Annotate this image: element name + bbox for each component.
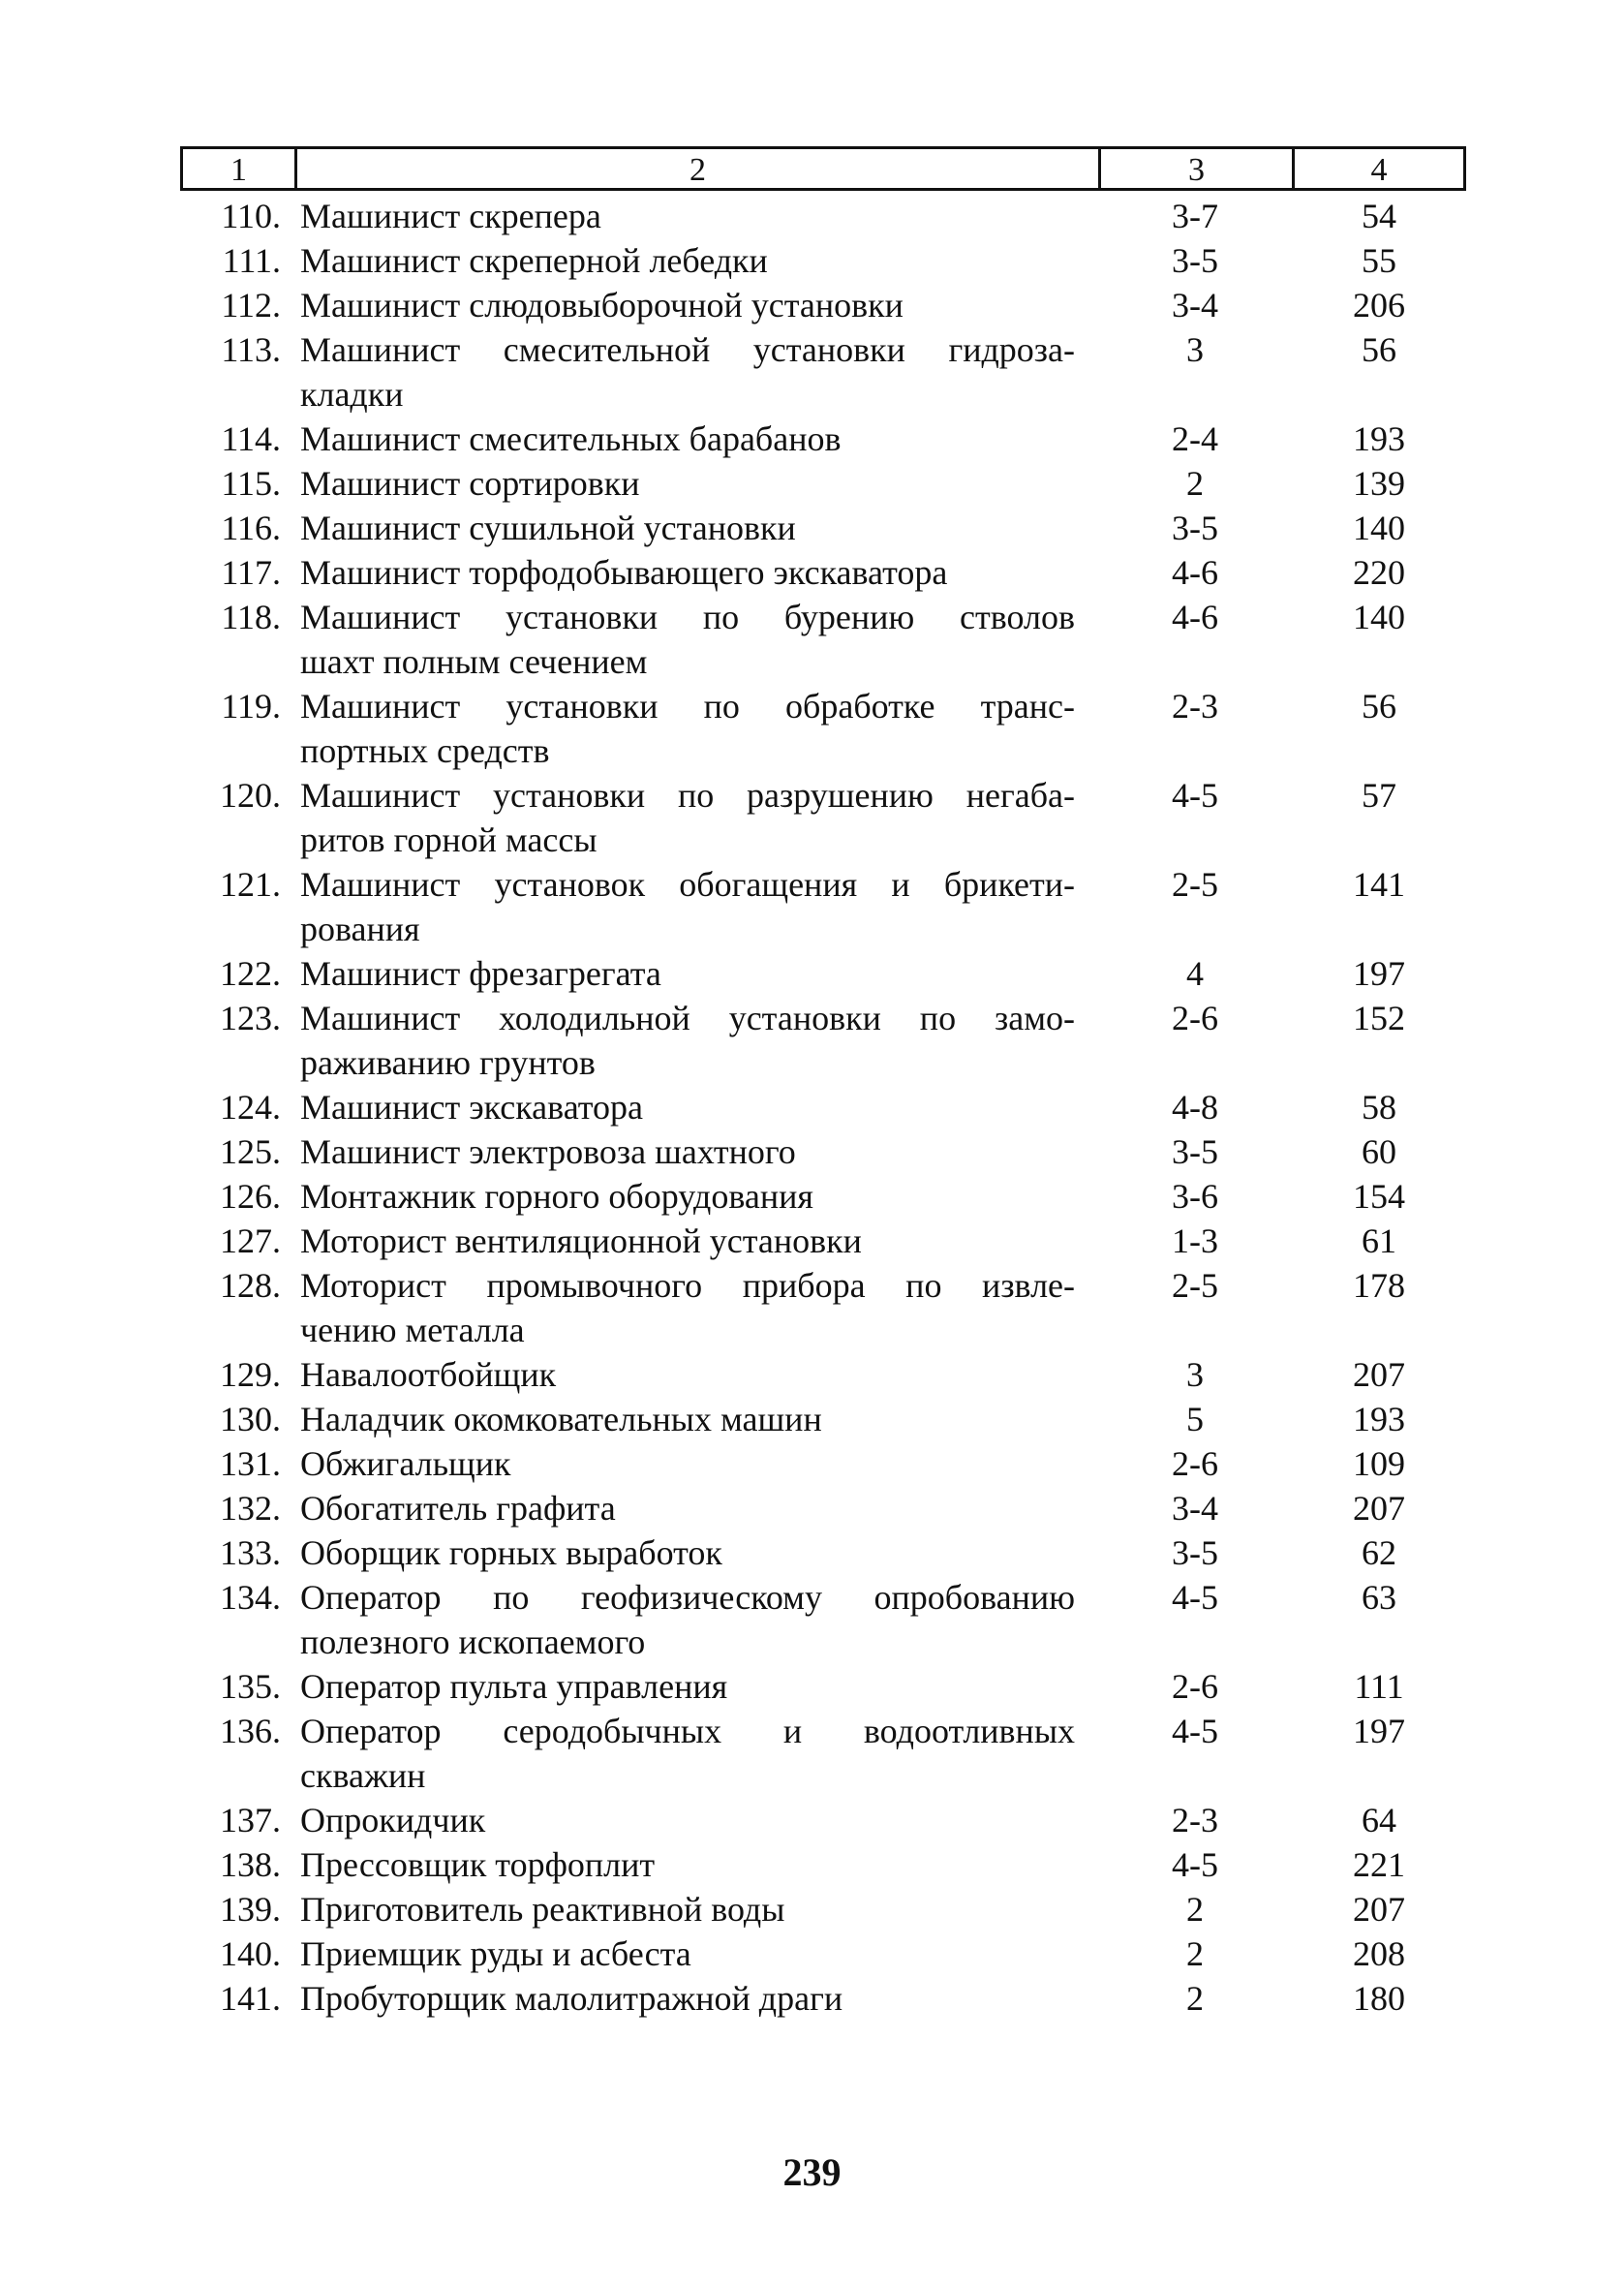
- row-number: 122.: [220, 954, 281, 993]
- grade-range: 2-4: [1172, 419, 1218, 458]
- profession-name: [294, 996, 1098, 1085]
- grade-range: 4-5: [1172, 1578, 1218, 1617]
- row-number: 125.: [220, 1132, 281, 1171]
- profession-name: [294, 1129, 1098, 1174]
- page-reference: 56: [1362, 687, 1396, 726]
- profession-name: [294, 1530, 1098, 1575]
- page-reference: 193: [1353, 419, 1405, 458]
- table-row: [180, 461, 1466, 506]
- table-row: [180, 1798, 1466, 1842]
- grade-range: 4: [1186, 954, 1204, 993]
- profession-name: [294, 1352, 1098, 1397]
- profession-name: [294, 1486, 1098, 1530]
- profession-name-line: Машинист холодильной установки по замо-: [300, 999, 1075, 1037]
- page-reference: 178: [1353, 1266, 1405, 1305]
- profession-name-line: Машинист установки по обработке транс-: [300, 687, 1075, 726]
- table-row: [180, 1530, 1466, 1575]
- page-reference: 109: [1353, 1444, 1405, 1483]
- row-number: 127.: [220, 1221, 281, 1260]
- grade-range: 3-4: [1172, 286, 1218, 325]
- grade-range: 2: [1186, 1934, 1204, 1973]
- table-row: [180, 1129, 1466, 1174]
- profession-name-line: Машинист сортировки: [300, 464, 640, 503]
- page-reference: 154: [1353, 1177, 1405, 1216]
- row-number: 113.: [221, 330, 281, 369]
- profession-name: [294, 506, 1098, 550]
- page-reference: 207: [1353, 1355, 1405, 1394]
- page-reference: 140: [1353, 598, 1405, 636]
- page-number: 239: [782, 2150, 842, 2194]
- table-row: [180, 595, 1466, 684]
- row-number: 140.: [220, 1934, 281, 1973]
- grade-range: 5: [1186, 1400, 1204, 1438]
- row-number: 115.: [221, 464, 281, 503]
- profession-name-line: Моторист промывочного прибора по извле-: [300, 1266, 1075, 1305]
- page-reference: 60: [1362, 1132, 1396, 1171]
- table-row: [180, 550, 1466, 595]
- table-row: [180, 1352, 1466, 1397]
- grade-range: 3-6: [1172, 1177, 1218, 1216]
- row-number: 123.: [220, 999, 281, 1037]
- grade-range: 2-3: [1172, 1801, 1218, 1839]
- profession-name-line: Машинист скрепера: [300, 197, 601, 235]
- row-number: 116.: [221, 509, 281, 547]
- page-reference: 208: [1353, 1934, 1405, 1973]
- profession-name-line: портных средств: [300, 731, 550, 770]
- grade-range: 2-3: [1172, 687, 1218, 726]
- page-reference: 220: [1353, 553, 1405, 592]
- grade-range: 4-5: [1172, 776, 1218, 815]
- profession-name-line: Машинист смесительной установки гидроза-: [300, 330, 1075, 369]
- table-row: [180, 506, 1466, 550]
- profession-name-line: чению металла: [300, 1311, 525, 1349]
- profession-name: [294, 1664, 1098, 1709]
- profession-name-line: Оператор пульта управления: [300, 1667, 728, 1706]
- profession-name-line: кладки: [300, 375, 404, 414]
- profession-name-line: Приемщик руды и асбеста: [300, 1934, 691, 1973]
- page-reference: 111: [1354, 1667, 1404, 1706]
- grade-range: 4-6: [1172, 553, 1218, 592]
- grade-range: 2-6: [1172, 1444, 1218, 1483]
- row-number: 124.: [220, 1088, 281, 1127]
- profession-name: [294, 1263, 1098, 1352]
- profession-name-line: Машинист установок обогащения и брикети-: [300, 865, 1075, 904]
- profession-name-line: Оператор по геофизическому опробованию: [300, 1578, 1075, 1617]
- page-reference: 221: [1353, 1845, 1405, 1884]
- table-row: [180, 684, 1466, 773]
- grade-range: 1-3: [1172, 1221, 1218, 1260]
- table-row: [180, 1887, 1466, 1932]
- row-number: 111.: [222, 241, 281, 280]
- profession-name-line: Машинист установки по бурению стволов: [300, 598, 1075, 636]
- table-row: [180, 996, 1466, 1085]
- table-row: [180, 1575, 1466, 1664]
- table-header: [180, 146, 1466, 191]
- profession-name: [294, 327, 1098, 417]
- profession-name-line: Прессовщик торфоплит: [300, 1845, 656, 1884]
- profession-name-line: Моторист вентиляционной установки: [300, 1221, 862, 1260]
- grade-range: 4-5: [1172, 1712, 1218, 1750]
- grade-range: 2-5: [1172, 865, 1218, 904]
- profession-name-line: Машинист установки по разрушению негаба-: [300, 776, 1075, 815]
- profession-name-line: Машинист торфодобывающего экскаватора: [300, 553, 948, 592]
- table-row: [180, 194, 1466, 238]
- profession-name: [294, 684, 1098, 773]
- page-reference: 193: [1353, 1400, 1405, 1438]
- profession-name: [294, 1709, 1098, 1798]
- profession-name-line: Монтажник горного оборудования: [300, 1177, 813, 1216]
- grade-range: 2: [1186, 464, 1204, 503]
- table-row: [180, 773, 1466, 862]
- page-reference: 152: [1353, 999, 1405, 1037]
- table-row: [180, 1397, 1466, 1441]
- row-number: 112.: [221, 286, 281, 325]
- profession-name-line: Машинист сушильной установки: [300, 509, 796, 547]
- grade-range: 3: [1186, 330, 1204, 369]
- grade-range: 2-6: [1172, 999, 1218, 1037]
- table-row: [180, 1842, 1466, 1887]
- table-row: [180, 417, 1466, 461]
- profession-name-line: Машинист скреперной лебедки: [300, 241, 768, 280]
- grade-range: 3-5: [1172, 1132, 1218, 1171]
- header-col-3: 3: [1101, 149, 1295, 188]
- page-reference: 206: [1353, 286, 1405, 325]
- page-reference: 139: [1353, 464, 1405, 503]
- row-number: 141.: [220, 1979, 281, 2018]
- profession-name: [294, 595, 1098, 684]
- row-number: 114.: [221, 419, 281, 458]
- table-row: [180, 1709, 1466, 1798]
- profession-name-line: скважин: [300, 1756, 426, 1795]
- table-row: [180, 283, 1466, 327]
- row-number: 138.: [220, 1845, 281, 1884]
- page-reference: 58: [1362, 1088, 1396, 1127]
- grade-range: 2-5: [1172, 1266, 1218, 1305]
- header-col-2: 2: [297, 149, 1101, 188]
- page-reference: 64: [1362, 1801, 1396, 1839]
- header-col-1: 1: [183, 149, 297, 188]
- profession-name-line: Приготовитель реактивной воды: [300, 1890, 785, 1929]
- profession-name-line: Наладчик окомковательных машин: [300, 1400, 822, 1438]
- profession-name-line: Машинист экскаватора: [300, 1088, 643, 1127]
- grade-range: 2-6: [1172, 1667, 1218, 1706]
- page-reference: 197: [1353, 1712, 1405, 1750]
- page-reference: 180: [1353, 1979, 1405, 2018]
- table-row: [180, 1486, 1466, 1530]
- page-reference: 56: [1362, 330, 1396, 369]
- row-number: 137.: [220, 1801, 281, 1839]
- profession-name: [294, 238, 1098, 283]
- profession-name: [294, 194, 1098, 238]
- row-number: 110.: [221, 197, 281, 235]
- profession-name: [294, 951, 1098, 996]
- grade-range: 3-5: [1172, 1533, 1218, 1572]
- row-number: 119.: [221, 687, 281, 726]
- row-number: 131.: [220, 1444, 281, 1483]
- table-row: [180, 1441, 1466, 1486]
- page-reference: 141: [1353, 865, 1405, 904]
- page-reference: 62: [1362, 1533, 1396, 1572]
- table-row: [180, 1932, 1466, 1976]
- profession-name-line: Машинист фрезагрегата: [300, 954, 661, 993]
- table-row: [180, 327, 1466, 417]
- grade-range: 3-4: [1172, 1489, 1218, 1528]
- page-reference: 63: [1362, 1578, 1396, 1617]
- profession-name-line: Оператор серодобычных и водоотливных: [300, 1712, 1075, 1750]
- page-reference: 207: [1353, 1890, 1405, 1929]
- table-body: [180, 194, 1466, 2021]
- profession-name: [294, 1798, 1098, 1842]
- page-reference: 197: [1353, 954, 1405, 993]
- profession-name-line: Машинист электровоза шахтного: [300, 1132, 796, 1171]
- profession-name-line: раживанию грунтов: [300, 1043, 596, 1082]
- profession-name: [294, 1174, 1098, 1219]
- table-row: [180, 1976, 1466, 2021]
- row-number: 135.: [220, 1667, 281, 1706]
- profession-name: [294, 283, 1098, 327]
- profession-name-line: шахт полным сечением: [300, 642, 648, 681]
- row-number: 120.: [220, 776, 281, 815]
- page-reference: 140: [1353, 509, 1405, 547]
- profession-name-line: Обжигальщик: [300, 1444, 511, 1483]
- table-row: [180, 238, 1466, 283]
- grade-range: 3-5: [1172, 509, 1218, 547]
- grade-range: 4-8: [1172, 1088, 1218, 1127]
- profession-name-line: Пробуторщик малолитражной драги: [300, 1979, 843, 2018]
- profession-name: [294, 1887, 1098, 1932]
- row-number: 134.: [220, 1578, 281, 1617]
- row-number: 139.: [220, 1890, 281, 1929]
- page-reference: 61: [1362, 1221, 1396, 1260]
- header-col-4: 4: [1370, 152, 1388, 188]
- page-reference: 57: [1362, 776, 1396, 815]
- page-reference: 207: [1353, 1489, 1405, 1528]
- page-reference: 55: [1362, 241, 1396, 280]
- table-row: [180, 1085, 1466, 1129]
- grade-range: 4-5: [1172, 1845, 1218, 1884]
- profession-name-line: рования: [300, 910, 420, 948]
- table-row: [180, 1219, 1466, 1263]
- profession-name: [294, 1397, 1098, 1441]
- profession-name-line: Машинист слюдовыборочной установки: [300, 286, 904, 325]
- profession-name: [294, 1441, 1098, 1486]
- profession-name: [294, 550, 1098, 595]
- profession-name: [294, 862, 1098, 951]
- profession-name: [294, 1842, 1098, 1887]
- profession-name-line: Навалоотбойщик: [300, 1355, 557, 1394]
- profession-name: [294, 1575, 1098, 1664]
- profession-name: [294, 1219, 1098, 1263]
- row-number: 128.: [220, 1266, 281, 1305]
- row-number: 126.: [220, 1177, 281, 1216]
- table-row: [180, 862, 1466, 951]
- grade-range: 3: [1186, 1355, 1204, 1394]
- profession-name-line: ритов горной массы: [300, 820, 598, 859]
- grade-range: 3-5: [1172, 241, 1218, 280]
- table-row: [180, 1263, 1466, 1352]
- row-number: 118.: [221, 598, 281, 636]
- profession-name: [294, 461, 1098, 506]
- profession-name: [294, 1976, 1098, 2021]
- grade-range: 2: [1186, 1890, 1204, 1929]
- profession-name-line: Опрокидчик: [300, 1801, 486, 1839]
- table-row: [180, 1664, 1466, 1709]
- grade-range: 2: [1186, 1979, 1204, 2018]
- row-number: 136.: [220, 1712, 281, 1750]
- page-reference: 54: [1362, 197, 1396, 235]
- row-number: 129.: [220, 1355, 281, 1394]
- row-number: 132.: [220, 1489, 281, 1528]
- grade-range: 4-6: [1172, 598, 1218, 636]
- profession-name-line: Машинист смесительных барабанов: [300, 419, 842, 458]
- profession-name-line: Обогатитель графита: [300, 1489, 616, 1528]
- table-row: [180, 951, 1466, 996]
- profession-name: [294, 417, 1098, 461]
- profession-name-line: Оборщик горных выработок: [300, 1533, 722, 1572]
- row-number: 133.: [220, 1533, 281, 1572]
- row-number: 130.: [220, 1400, 281, 1438]
- grade-range: 3-7: [1172, 197, 1218, 235]
- row-number: 121.: [220, 865, 281, 904]
- profession-name: [294, 1085, 1098, 1129]
- profession-name-line: полезного ископаемого: [300, 1623, 646, 1661]
- row-number: 117.: [221, 553, 281, 592]
- table-row: [180, 1174, 1466, 1219]
- profession-name: [294, 1932, 1098, 1976]
- profession-name: [294, 773, 1098, 862]
